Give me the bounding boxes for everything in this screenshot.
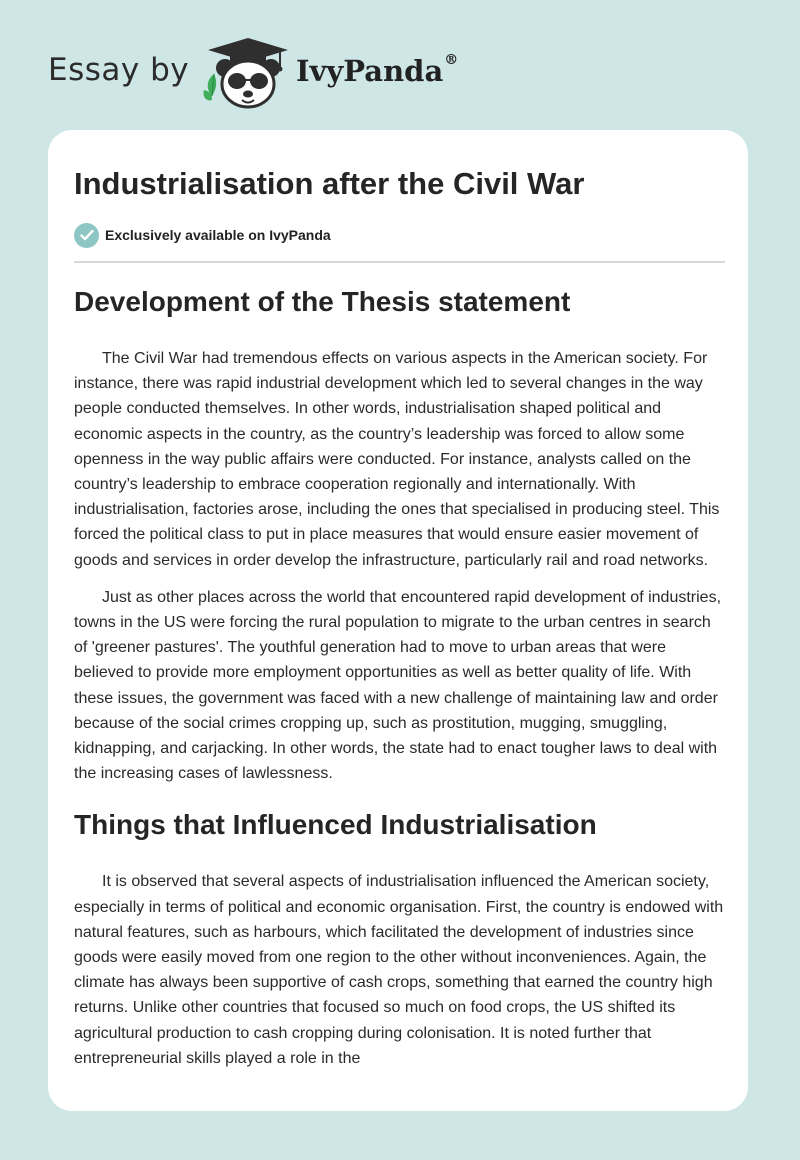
essay-by-label: Essay by (48, 52, 190, 88)
panda-logo-icon[interactable] (200, 34, 292, 110)
essay-card (48, 130, 748, 1111)
brand-name[interactable] (296, 54, 458, 88)
section-heading: Development of the Thesis statement (74, 286, 571, 317)
title-divider (74, 261, 725, 263)
page-title: Industrialisation after the Civil War (74, 166, 585, 201)
essay-content (74, 284, 725, 1071)
leaf-icon (203, 74, 216, 100)
section-heading: Things that Influenced Industrialisation (74, 809, 597, 841)
exclusive-badge-label: Exclusively available on IvyPanda (105, 227, 331, 243)
paragraph: The Civil War had tremendous effects on various aspects in the American society. For instance, there was rapid industrial development which led to several changes in the way people conducted themselves. In other words, industrialisation shaped political and economic aspects in the country, as the country’s leadership was forced to allow some openness in the way public affairs were conducted. For instance, analysts called on the country’s leadership to embrace cooperation regionally and internationally. With industrialisation, factories arose, including the ones that specialised in producing steel. This forced the political class to put in place measures that would ensure easier movement of goods and services in order develop the infrastructure, particularly rail and road networks. (74, 350, 720, 569)
registered-mark: ® (444, 52, 459, 68)
paragraph: It is observed that several aspects of industrialisation influenced the American society, especially in terms of political and economic organisation. First, the country is endowed with natural features, such as harbours, which facilitated the development of industries since goods were easily moved from one region to the other without inconveniences. Again, the climate has always been supportive of cash crops, something that earned the country high returns. Unlike other countries that focused so much on food crops, the US shifted its agricultural production to cash cropping during colonisation. It is noted further that entrepreneurial skills played a role in the (74, 873, 724, 1067)
exclusive-badge (74, 222, 331, 248)
check-circle-icon (74, 223, 99, 248)
brand-text: IvyPanda (296, 54, 444, 88)
paragraph: Just as other places across the world that encountered rapid development of industries, towns in the US were forcing the rural population to migrate to the urban centres in search of 'greener pastures'. The youthful generation had to move to urban areas that were believed to provide more employment opportunities as well as better quality of life. With these issues, the government was faced with a new challenge of maintaining law and order because of the social crimes cropping up, such as prostitution, mugging, smuggling, kidnapping, and carjacking. In other words, the state had to enact tougher laws to deal with the increasing cases of lawlessness. (74, 588, 722, 783)
site-header (48, 34, 488, 114)
